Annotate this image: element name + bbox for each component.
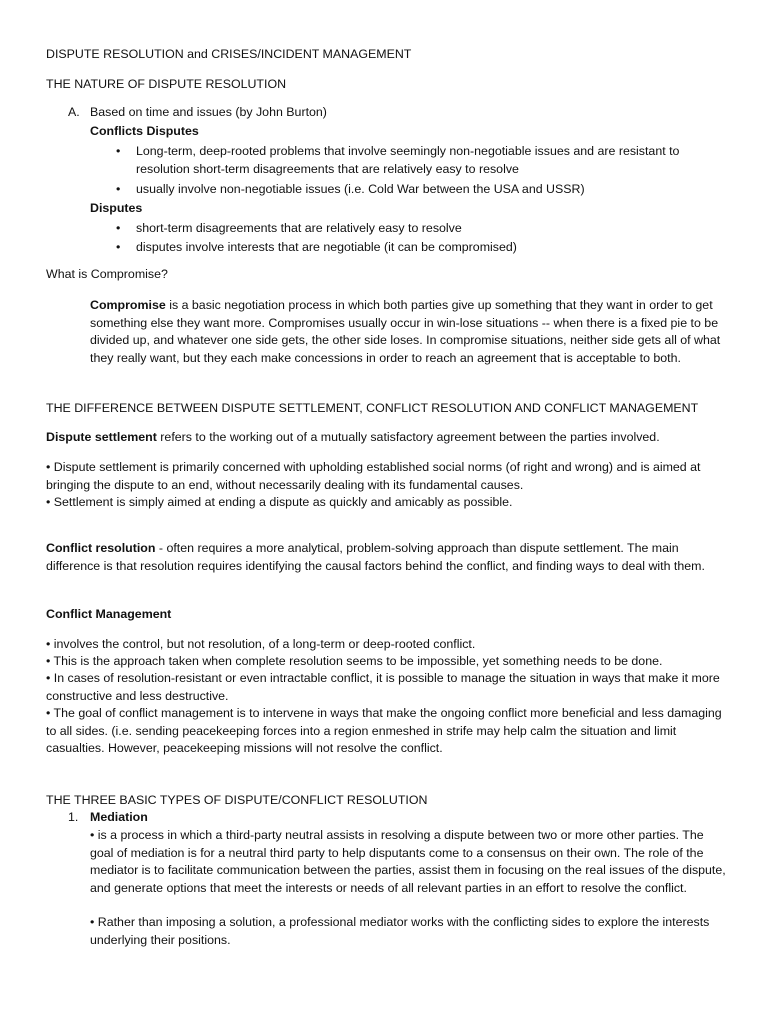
management-bullet-1: • involves the control, but not resolution, of a long-term or deep-rooted conflict. — [46, 637, 476, 651]
compromise-paragraph — [90, 297, 728, 367]
resolution-def: - often requires a more analytical, problem-solving approach than dispute settlement. The main difference is that resolution requires identifying the causal factors behind the conflict, and finding ways to deal with them. — [46, 541, 705, 573]
document-title: DISPUTE RESOLUTION and CRISES/INCIDENT MANAGEMENT — [46, 47, 412, 61]
management-heading: Conflict Management — [46, 607, 172, 621]
mediation-paragraph-2: • Rather than imposing a solution, a professional mediator works with the conflicting sides to explore the interests underlying their positions. — [90, 915, 710, 947]
conflicts-bullet-1: • Long-term, deep-rooted problems that involve seemingly non-negotiable issues and are resistant to resolution short-term disagreements that are relatively easy to resolve — [90, 143, 728, 178]
disputes-bullet-2: • disputes involve interests that are negotiable (it can be compromised) — [90, 239, 728, 257]
resolution-paragraph — [46, 540, 728, 575]
disputes-bullet-list — [90, 220, 728, 256]
settlement-bullet-2: • Settlement is simply aimed at ending a dispute as quickly and amicably as possible. — [46, 495, 513, 509]
compromise-term: Compromise — [90, 298, 166, 312]
settlement-def: refers to the working out of a mutually satisfactory agreement between the parties involved. — [156, 430, 660, 444]
settlement-definition — [46, 429, 728, 447]
disputes-label: Disputes — [90, 201, 143, 215]
management-bullet-2: • This is the approach taken when complete resolution seems to be impossible, yet something needs to be done. — [46, 654, 663, 668]
mediation-label: Mediation — [90, 810, 148, 824]
resolution-term: Conflict resolution — [46, 541, 156, 555]
disputes-bullet-1: • short-term disagreements that are relatively easy to resolve — [90, 220, 728, 238]
nature-heading: THE NATURE OF DISPUTE RESOLUTION — [46, 77, 287, 91]
management-bullet-4: • The goal of conflict management is to intervene in ways that make the ongoing conflict more beneficial and less damaging to all sides. (i.e. sending peacekeeping forces into a region enmeshed in strife may help calm the situation and limit casualties. However, peacekeeping missions will not resolve the conflict. — [46, 706, 722, 756]
section-a-marker: A. — [68, 105, 80, 119]
difference-heading: THE DIFFERENCE BETWEEN DISPUTE SETTLEMENT, CONFLICT RESOLUTION AND CONFLICT MANAGEMENT — [46, 401, 699, 415]
compromise-text: is a basic negotiation process in which both parties give up something that they want in order to get something else they want more. Compromises usually occur in win-lose situations -- when there is a fixed pie to be divided up, and whatever one side gets, the other side loses. In compromise situations, neither side gets all of what they really want, but they each make concessions in order to reach an agreement that is acceptable to both. — [90, 298, 721, 365]
mediation-paragraph-1: • is a process in which a third-party neutral assists in resolving a dispute between two or more other parties. The goal of mediation is for a neutral third party to help disputants come to a consensus on their own. The role of the mediator is to facilitate communication between the parties, assist them in focusing on the real issues of the dispute, and generate options that meet the interests or needs of all relevant parties in an effort to resolve the conflict. — [90, 828, 726, 895]
section-a-text: Based on time and issues (by John Burton) — [90, 105, 327, 119]
types-heading: THE THREE BASIC TYPES OF DISPUTE/CONFLICT RESOLUTION — [46, 793, 428, 807]
mediation-number: 1. — [68, 810, 79, 824]
compromise-question: What is Compromise? — [46, 267, 168, 281]
management-bullet-3: • In cases of resolution-resistant or even intractable conflict, it is possible to manage the situation in ways that make it more constructive and less destructive. — [46, 671, 720, 703]
conflicts-bullet-2: • usually involve non-negotiable issues (i.e. Cold War between the USA and USSR) — [90, 181, 728, 199]
settlement-term: Dispute settlement — [46, 430, 157, 444]
conflicts-label: Conflicts Disputes — [90, 124, 199, 138]
conflicts-bullet-list — [90, 143, 728, 199]
settlement-bullet-1: • Dispute settlement is primarily concerned with upholding established social norms (of right and wrong) and is aimed at bringing the dispute to an end, without necessarily dealing with its fundamental causes. — [46, 460, 701, 492]
